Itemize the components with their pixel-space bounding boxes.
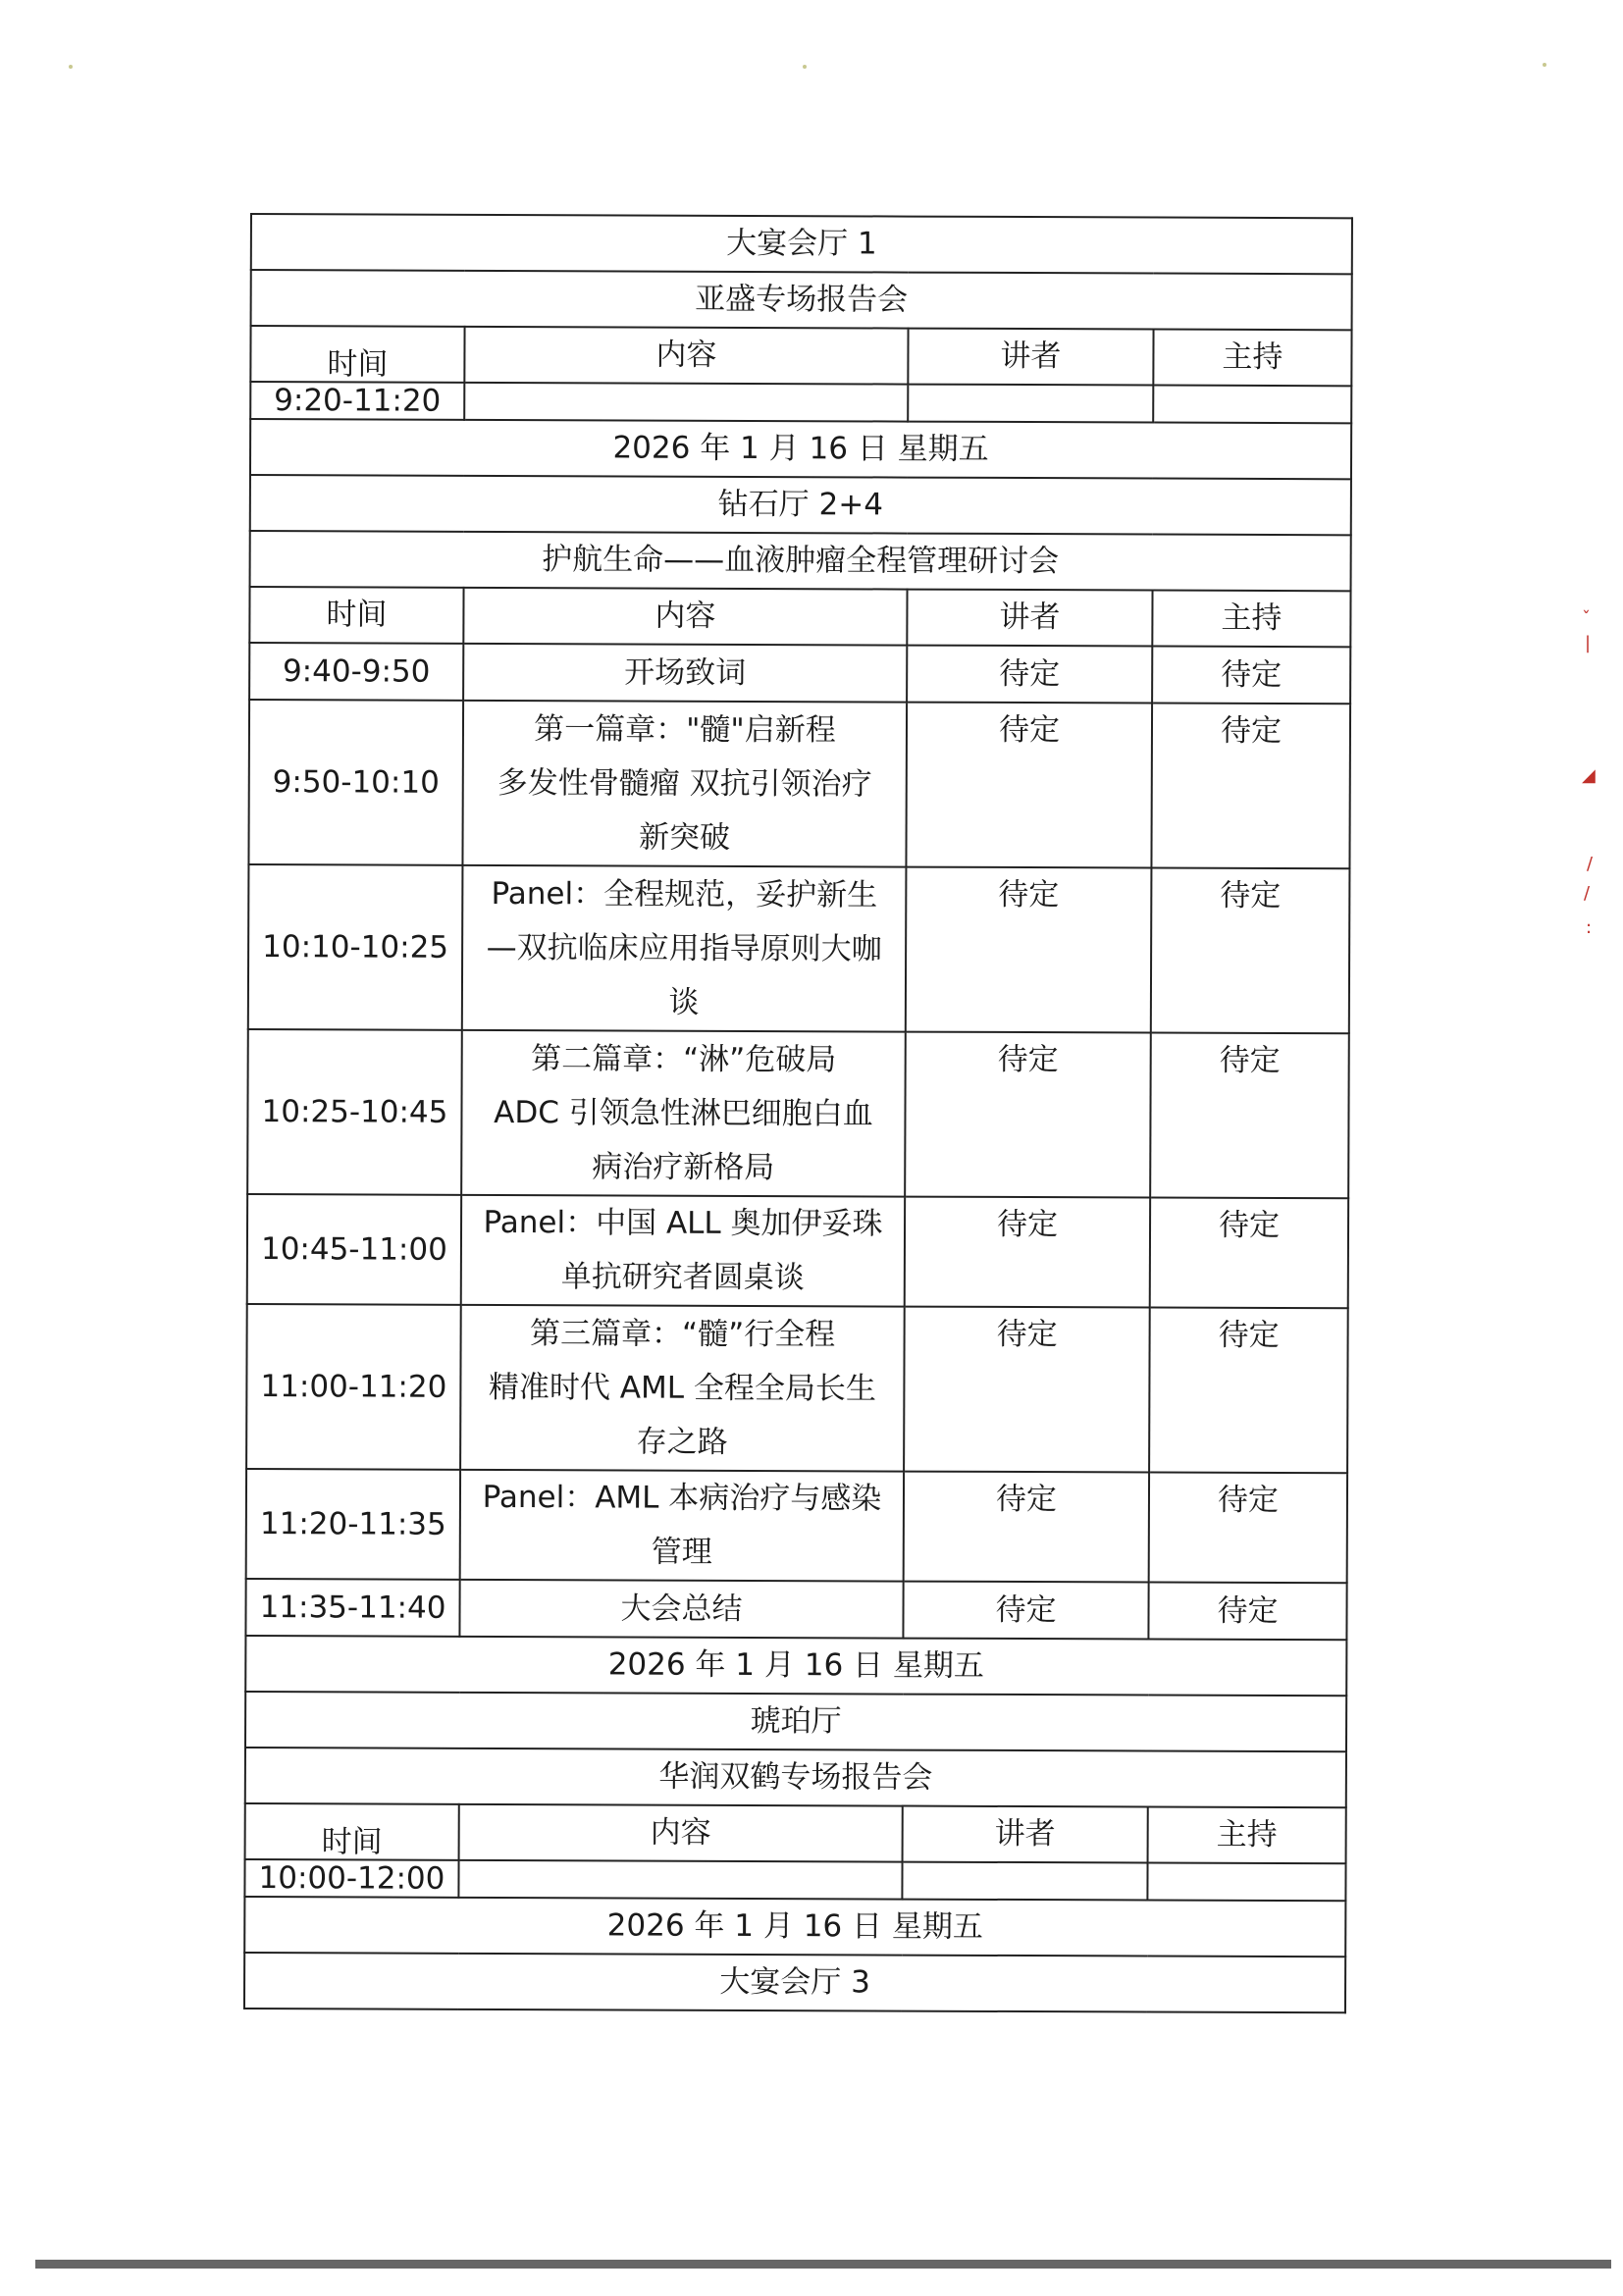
content-cell: Panel：AML 本病治疗与感染 管理 xyxy=(460,1470,904,1582)
table-row xyxy=(246,1469,1347,1583)
scan-speck xyxy=(803,65,807,69)
speaker-cell: 待定 xyxy=(905,1197,1150,1308)
header-host: 主持 xyxy=(1148,1807,1346,1864)
time-cell: 11:20-11:35 xyxy=(246,1469,460,1580)
hall-name: 大宴会厅 1 xyxy=(251,214,1352,274)
session-title: 华润双鹤专场报告会 xyxy=(245,1748,1346,1807)
table-row xyxy=(249,643,1350,704)
hall-name: 大宴会厅 3 xyxy=(244,1953,1345,2012)
host-cell: 待定 xyxy=(1149,1308,1348,1474)
content-cell xyxy=(464,383,908,422)
host-cell: 待定 xyxy=(1148,1583,1346,1641)
content-cell: 第二篇章：“淋”危破局 ADC 引领急性淋巴细胞白血 病治疗新格局 xyxy=(461,1030,906,1197)
stamp-edge-mark: / xyxy=(1584,883,1591,904)
scan-bottom-edge xyxy=(35,2260,1611,2269)
stamp-edge-mark: : xyxy=(1586,917,1593,938)
table-row xyxy=(248,700,1350,868)
host-cell: 待定 xyxy=(1150,1033,1349,1199)
speaker-cell: 待定 xyxy=(903,1582,1148,1640)
table-row xyxy=(246,1304,1348,1473)
header-host: 主持 xyxy=(1153,330,1351,387)
header-time: 时间 xyxy=(249,587,463,644)
host-cell: 待定 xyxy=(1151,704,1350,869)
speaker-cell: 待定 xyxy=(904,1472,1149,1583)
host-cell xyxy=(1147,1863,1345,1902)
speaker-cell xyxy=(902,1862,1147,1901)
speaker-cell: 待定 xyxy=(907,646,1152,704)
host-cell: 待定 xyxy=(1149,1473,1347,1584)
content-cell: Panel：全程规范，妥护新生 —双抗临床应用指导原则大咖 谈 xyxy=(462,865,907,1032)
hall-name: 钻石厅 2+4 xyxy=(250,475,1351,535)
session-date: 2026 年 1 月 16 日 星期五 xyxy=(250,419,1351,479)
header-content: 内容 xyxy=(459,1804,903,1862)
host-cell: 待定 xyxy=(1152,647,1350,704)
speaker-cell: 待定 xyxy=(905,1032,1151,1198)
header-speaker: 讲者 xyxy=(903,1806,1148,1863)
content-cell: 开场致词 xyxy=(463,644,907,703)
stamp-edge-mark: ˇ xyxy=(1582,608,1591,629)
time-cell: 9:40-9:50 xyxy=(249,643,463,701)
host-cell xyxy=(1153,386,1351,424)
header-speaker: 讲者 xyxy=(907,590,1152,647)
table-row xyxy=(247,1029,1349,1198)
session-title: 护航生命——血液肿瘤全程管理研讨会 xyxy=(250,531,1351,591)
speaker-cell: 待定 xyxy=(906,703,1152,868)
content-cell: Panel：中国 ALL 奥加伊妥珠 单抗研究者圆桌谈 xyxy=(461,1195,905,1307)
hall-name: 琥珀厅 xyxy=(245,1692,1346,1751)
table-row xyxy=(247,1194,1348,1308)
host-cell: 待定 xyxy=(1151,868,1350,1034)
time-cell: 9:20-11:20 xyxy=(250,382,464,420)
header-host: 主持 xyxy=(1152,591,1350,648)
time-cell: 10:00-12:00 xyxy=(244,1859,458,1898)
content-cell: 第三篇章：“髓”行全程 精准时代 AML 全程全局长生 存之路 xyxy=(460,1305,905,1472)
session-date: 2026 年 1 月 16 日 星期五 xyxy=(244,1897,1345,1957)
content-cell: 第一篇章："髓"启新程 多发性骨髓瘤 双抗引领治疗 新突破 xyxy=(462,701,907,867)
session-title: 亚盛专场报告会 xyxy=(251,270,1352,330)
header-content: 内容 xyxy=(464,327,908,385)
time-cell: 10:45-11:00 xyxy=(247,1194,461,1305)
header-time: 时间 xyxy=(250,326,464,383)
header-time: 时间 xyxy=(245,1803,459,1860)
content-cell xyxy=(458,1860,902,1900)
scan-speck xyxy=(1543,63,1546,67)
table-row xyxy=(245,1579,1346,1640)
session-date: 2026 年 1 月 16 日 星期五 xyxy=(245,1636,1346,1696)
stamp-edge-mark: | xyxy=(1585,633,1592,653)
time-cell: 10:25-10:45 xyxy=(247,1029,462,1195)
time-cell: 10:10-10:25 xyxy=(248,864,463,1030)
speaker-cell: 待定 xyxy=(906,867,1152,1033)
table-row xyxy=(248,864,1350,1033)
header-content: 内容 xyxy=(463,588,907,646)
stamp-edge-mark: / xyxy=(1587,854,1594,874)
time-cell: 9:50-10:10 xyxy=(248,700,463,865)
stamp-edge-mark: ◢ xyxy=(1582,765,1596,786)
content-cell: 大会总结 xyxy=(459,1580,903,1639)
host-cell: 待定 xyxy=(1150,1198,1348,1309)
schedule-table xyxy=(243,213,1353,2013)
time-cell: 11:00-11:20 xyxy=(246,1304,461,1470)
time-cell: 11:35-11:40 xyxy=(245,1579,459,1637)
header-speaker: 讲者 xyxy=(908,329,1153,386)
speaker-cell: 待定 xyxy=(904,1307,1150,1473)
scan-speck xyxy=(69,65,73,69)
speaker-cell xyxy=(908,385,1153,423)
